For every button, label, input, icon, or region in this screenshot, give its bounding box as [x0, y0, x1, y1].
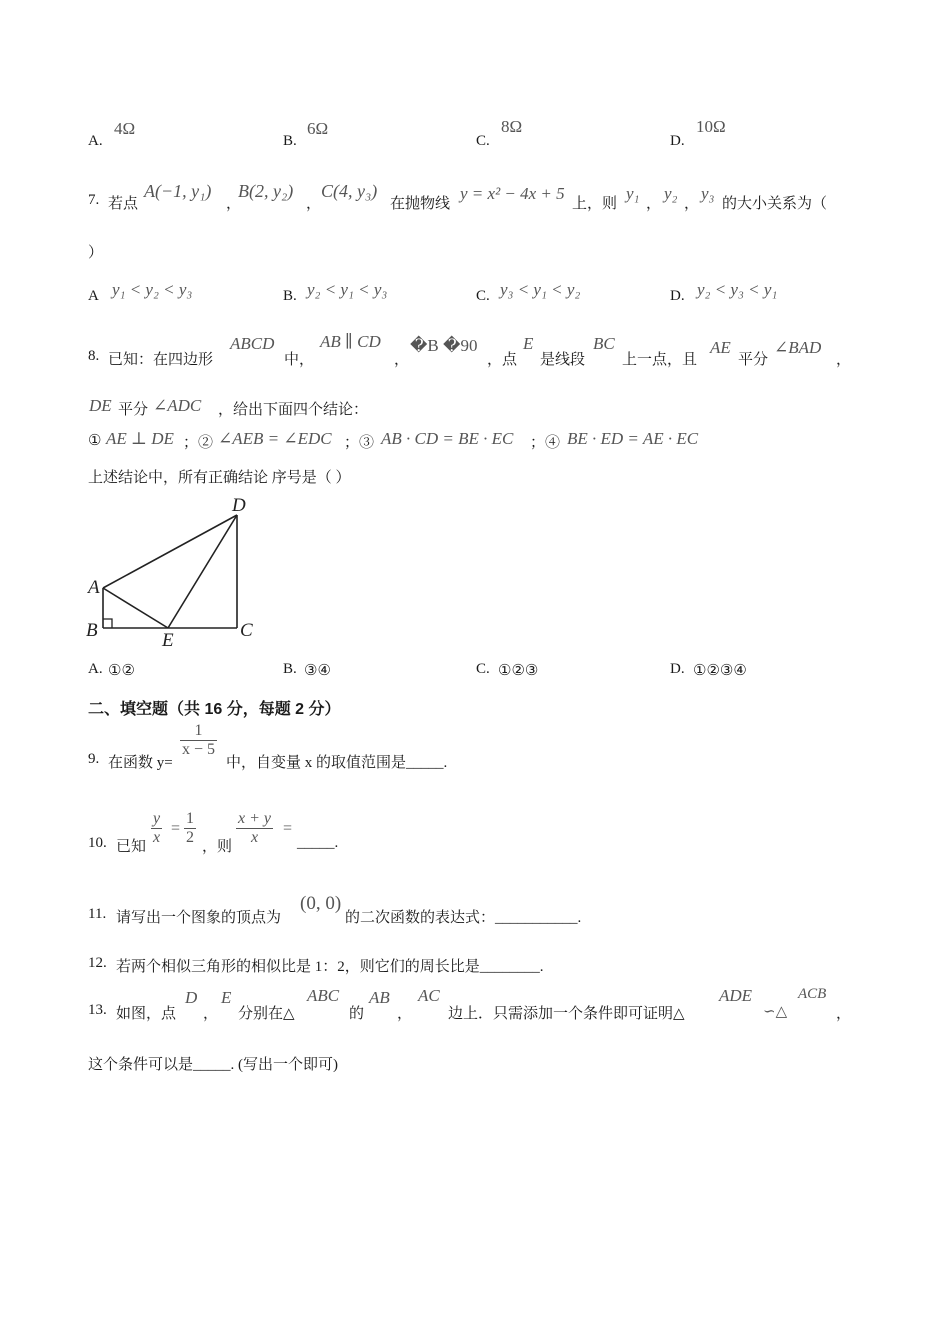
q6-option-c-letter: C. — [476, 133, 490, 149]
q7-y2: y₂ — [664, 184, 678, 203]
q8-option-b-letter: B. — [283, 661, 297, 677]
section-2-title: 二、填空题（共 16 分，每题 2 分） — [88, 701, 341, 718]
q6-option-d-letter: D. — [670, 133, 685, 149]
q10-f3-den: x — [236, 828, 273, 847]
q7-option-a-value: y₁ < y₂ < y₃ — [112, 280, 193, 299]
q8-text-4: 是线段 — [540, 352, 586, 368]
q6-option-c-value: 8Ω — [501, 117, 523, 136]
q9-fraction — [180, 722, 217, 759]
q7-y1: y₁ — [626, 184, 640, 203]
q10-fraction-2 — [184, 810, 196, 847]
q13-point-d: D — [185, 988, 198, 1007]
q13-point-e: E — [221, 988, 232, 1007]
q7-sep-4: ， — [684, 196, 700, 212]
q9-fraction-numerator: 1 — [194, 722, 203, 739]
q6-option-a-value: 4Ω — [114, 119, 136, 138]
q13-text-3: 的 — [349, 1006, 365, 1022]
q8-segment-bc: BC — [593, 334, 615, 353]
q8-sep-1: ， — [394, 352, 410, 368]
q8-text-3: ，点 — [487, 352, 518, 368]
q11-vertex: (0, 0) — [300, 893, 342, 914]
q7-number: 7. — [88, 192, 100, 208]
q13-sep-3: ， — [836, 1006, 852, 1022]
q10-text-1: 已知 — [116, 839, 147, 855]
segment-ad — [103, 515, 237, 588]
q10-f3-num: x + y — [238, 810, 271, 827]
q8-summary: 上述结论中，所有正确结论 序号是（ ） — [88, 470, 351, 486]
q10-f1-den: x — [153, 829, 161, 846]
segment-ae — [103, 588, 168, 628]
q8-angle: �B �90 — [410, 336, 478, 355]
q7-close-paren: ） — [88, 245, 104, 261]
q7-text-4: 的大小关系为（ — [722, 196, 828, 212]
vertex-label-e: E — [162, 630, 174, 650]
q10-text-2: ，则 — [202, 839, 233, 855]
q8-option-b-value: ③④ — [304, 663, 331, 679]
q8-number: 8. — [88, 348, 100, 364]
q7-option-d-value: y₂ < y₃ < y₁ — [697, 280, 778, 299]
q7-option-c-value: y₃ < y₁ < y₂ — [500, 280, 581, 299]
q13-number: 13. — [88, 1002, 107, 1018]
q8-text-8: ，给出下面四个结论： — [218, 402, 369, 418]
q7-option-c-letter: C. — [476, 288, 490, 304]
q8-text-7: 平分 — [118, 402, 149, 418]
q8-point-e: E — [523, 334, 534, 353]
q8-figure — [80, 490, 270, 650]
q8-parallel: AB ∥ CD — [320, 332, 381, 351]
q8-option-d-value: ①②③④ — [693, 663, 747, 679]
q10-equals-2: = — [283, 820, 293, 837]
q7-text-1: 若点 — [108, 196, 139, 212]
q13-text-1: 如图，点 — [116, 1006, 177, 1022]
q6-option-a-letter: A. — [88, 133, 103, 149]
vertex-label-b: B — [86, 620, 98, 641]
q10-f2-num: 1 — [186, 810, 194, 827]
q7-point-b: B(2, y₂) — [238, 181, 294, 201]
q8-option-c-letter: C. — [476, 661, 490, 677]
q8-sep-2: ， — [836, 352, 852, 368]
vertex-label-a: A — [88, 577, 100, 598]
q8-conclusion-2-num: ；② — [183, 435, 214, 451]
q7-sep-3: ， — [646, 196, 662, 212]
q13-similar-sign: ∽△ — [763, 1004, 788, 1020]
q7-parabola: y = x² − 4x + 5 — [460, 184, 565, 203]
q10-f1-num: y — [153, 810, 161, 827]
q10-fraction-3 — [236, 810, 273, 847]
q13-sep-2: ， — [397, 1006, 413, 1022]
q7-option-a-letter: A — [88, 288, 99, 304]
q13-sep-1: ， — [203, 1006, 219, 1022]
q7-option-b-letter: B. — [283, 288, 297, 304]
q8-conclusion-4-num: ；④ — [530, 435, 561, 451]
q10-blank: _____. — [297, 835, 339, 851]
q8-option-c-value: ①②③ — [498, 663, 539, 679]
q7-y3: y₃ — [701, 184, 715, 203]
q9-fraction-denominator: x − 5 — [182, 741, 216, 758]
vertex-label-d: D — [232, 495, 246, 516]
q9-text-2: 中，自变量 x 的取值范围是_____. — [226, 755, 448, 771]
q8-angle-bad: ∠BAD — [774, 338, 822, 357]
q6-option-d-value: 10Ω — [696, 117, 726, 136]
q7-point-c: C(4, y₃) — [321, 181, 378, 201]
q13-side-ab: AB — [369, 988, 390, 1007]
q8-text-2: 中， — [284, 352, 315, 368]
q13-triangle-ade: ADE — [719, 986, 753, 1005]
q10-number: 10. — [88, 835, 107, 851]
q8-text-1: 已知：在四边形 — [108, 352, 214, 368]
q12-number: 12. — [88, 955, 107, 971]
q9-number: 9. — [88, 751, 100, 767]
q6-option-b-letter: B. — [283, 133, 297, 149]
q7-text-3: 上，则 — [572, 196, 618, 212]
q13-line-2: 这个条件可以是_____. (写出一个即可) — [88, 1057, 338, 1073]
q8-quad: ABCD — [230, 334, 275, 353]
q8-ae: AE — [710, 338, 731, 357]
q8-angle-adc: ∠ADC — [153, 396, 202, 415]
q8-conclusion-3-num: ；③ — [344, 435, 375, 451]
q12-text: 若两个相似三角形的相似比是 1：2，则它们的周长比是________. — [116, 959, 544, 975]
q8-conclusion-1: AE ⊥ DE — [106, 429, 174, 448]
q7-point-a: A(−1, y₁) — [144, 181, 212, 201]
q8-conclusion-3: AB · CD = BE · EC — [381, 429, 514, 448]
right-angle-mark — [103, 619, 112, 628]
q7-sep-2: ， — [306, 196, 322, 212]
q11-number: 11. — [88, 906, 107, 922]
q13-side-ac: AC — [418, 986, 440, 1005]
q8-text-5: 上一点，且 — [622, 352, 698, 368]
q11-text-1: 请写出一个图象的顶点为 — [116, 910, 282, 926]
q13-triangle-acb: ACB — [798, 986, 827, 1002]
q11-text-2: 的二次函数的表达式：___________. — [345, 910, 582, 926]
q8-option-a-value: ①② — [108, 663, 135, 679]
q8-text-6: 平分 — [738, 352, 769, 368]
q8-conclusion-2: ∠AEB = ∠EDC — [218, 429, 332, 448]
q8-conclusion-1-num: ① — [88, 433, 102, 449]
q13-text-4: 边上．只需添加一个条件即可证明△ — [448, 1006, 685, 1022]
segment-de — [168, 515, 237, 628]
q7-sep-1: ， — [226, 196, 242, 212]
q10-fraction-1 — [151, 810, 162, 847]
q8-option-d-letter: D. — [670, 661, 685, 677]
q8-option-a-letter: A. — [88, 661, 103, 677]
q9-text-1: 在函数 y= — [108, 755, 173, 771]
q10-f2-den: 2 — [186, 829, 194, 846]
q7-text-2: 在抛物线 — [390, 196, 451, 212]
q13-triangle-abc: ABC — [307, 986, 340, 1005]
q8-de: DE — [89, 396, 112, 415]
q10-equals-1: = — [171, 820, 181, 837]
vertex-label-c: C — [240, 620, 253, 641]
q6-option-b-value: 6Ω — [307, 119, 329, 138]
q8-conclusion-4: BE · ED = AE · EC — [567, 429, 699, 448]
q7-option-b-value: y₂ < y₁ < y₃ — [307, 280, 388, 299]
q7-option-d-letter: D. — [670, 288, 685, 304]
q13-text-2: 分别在△ — [238, 1006, 295, 1022]
